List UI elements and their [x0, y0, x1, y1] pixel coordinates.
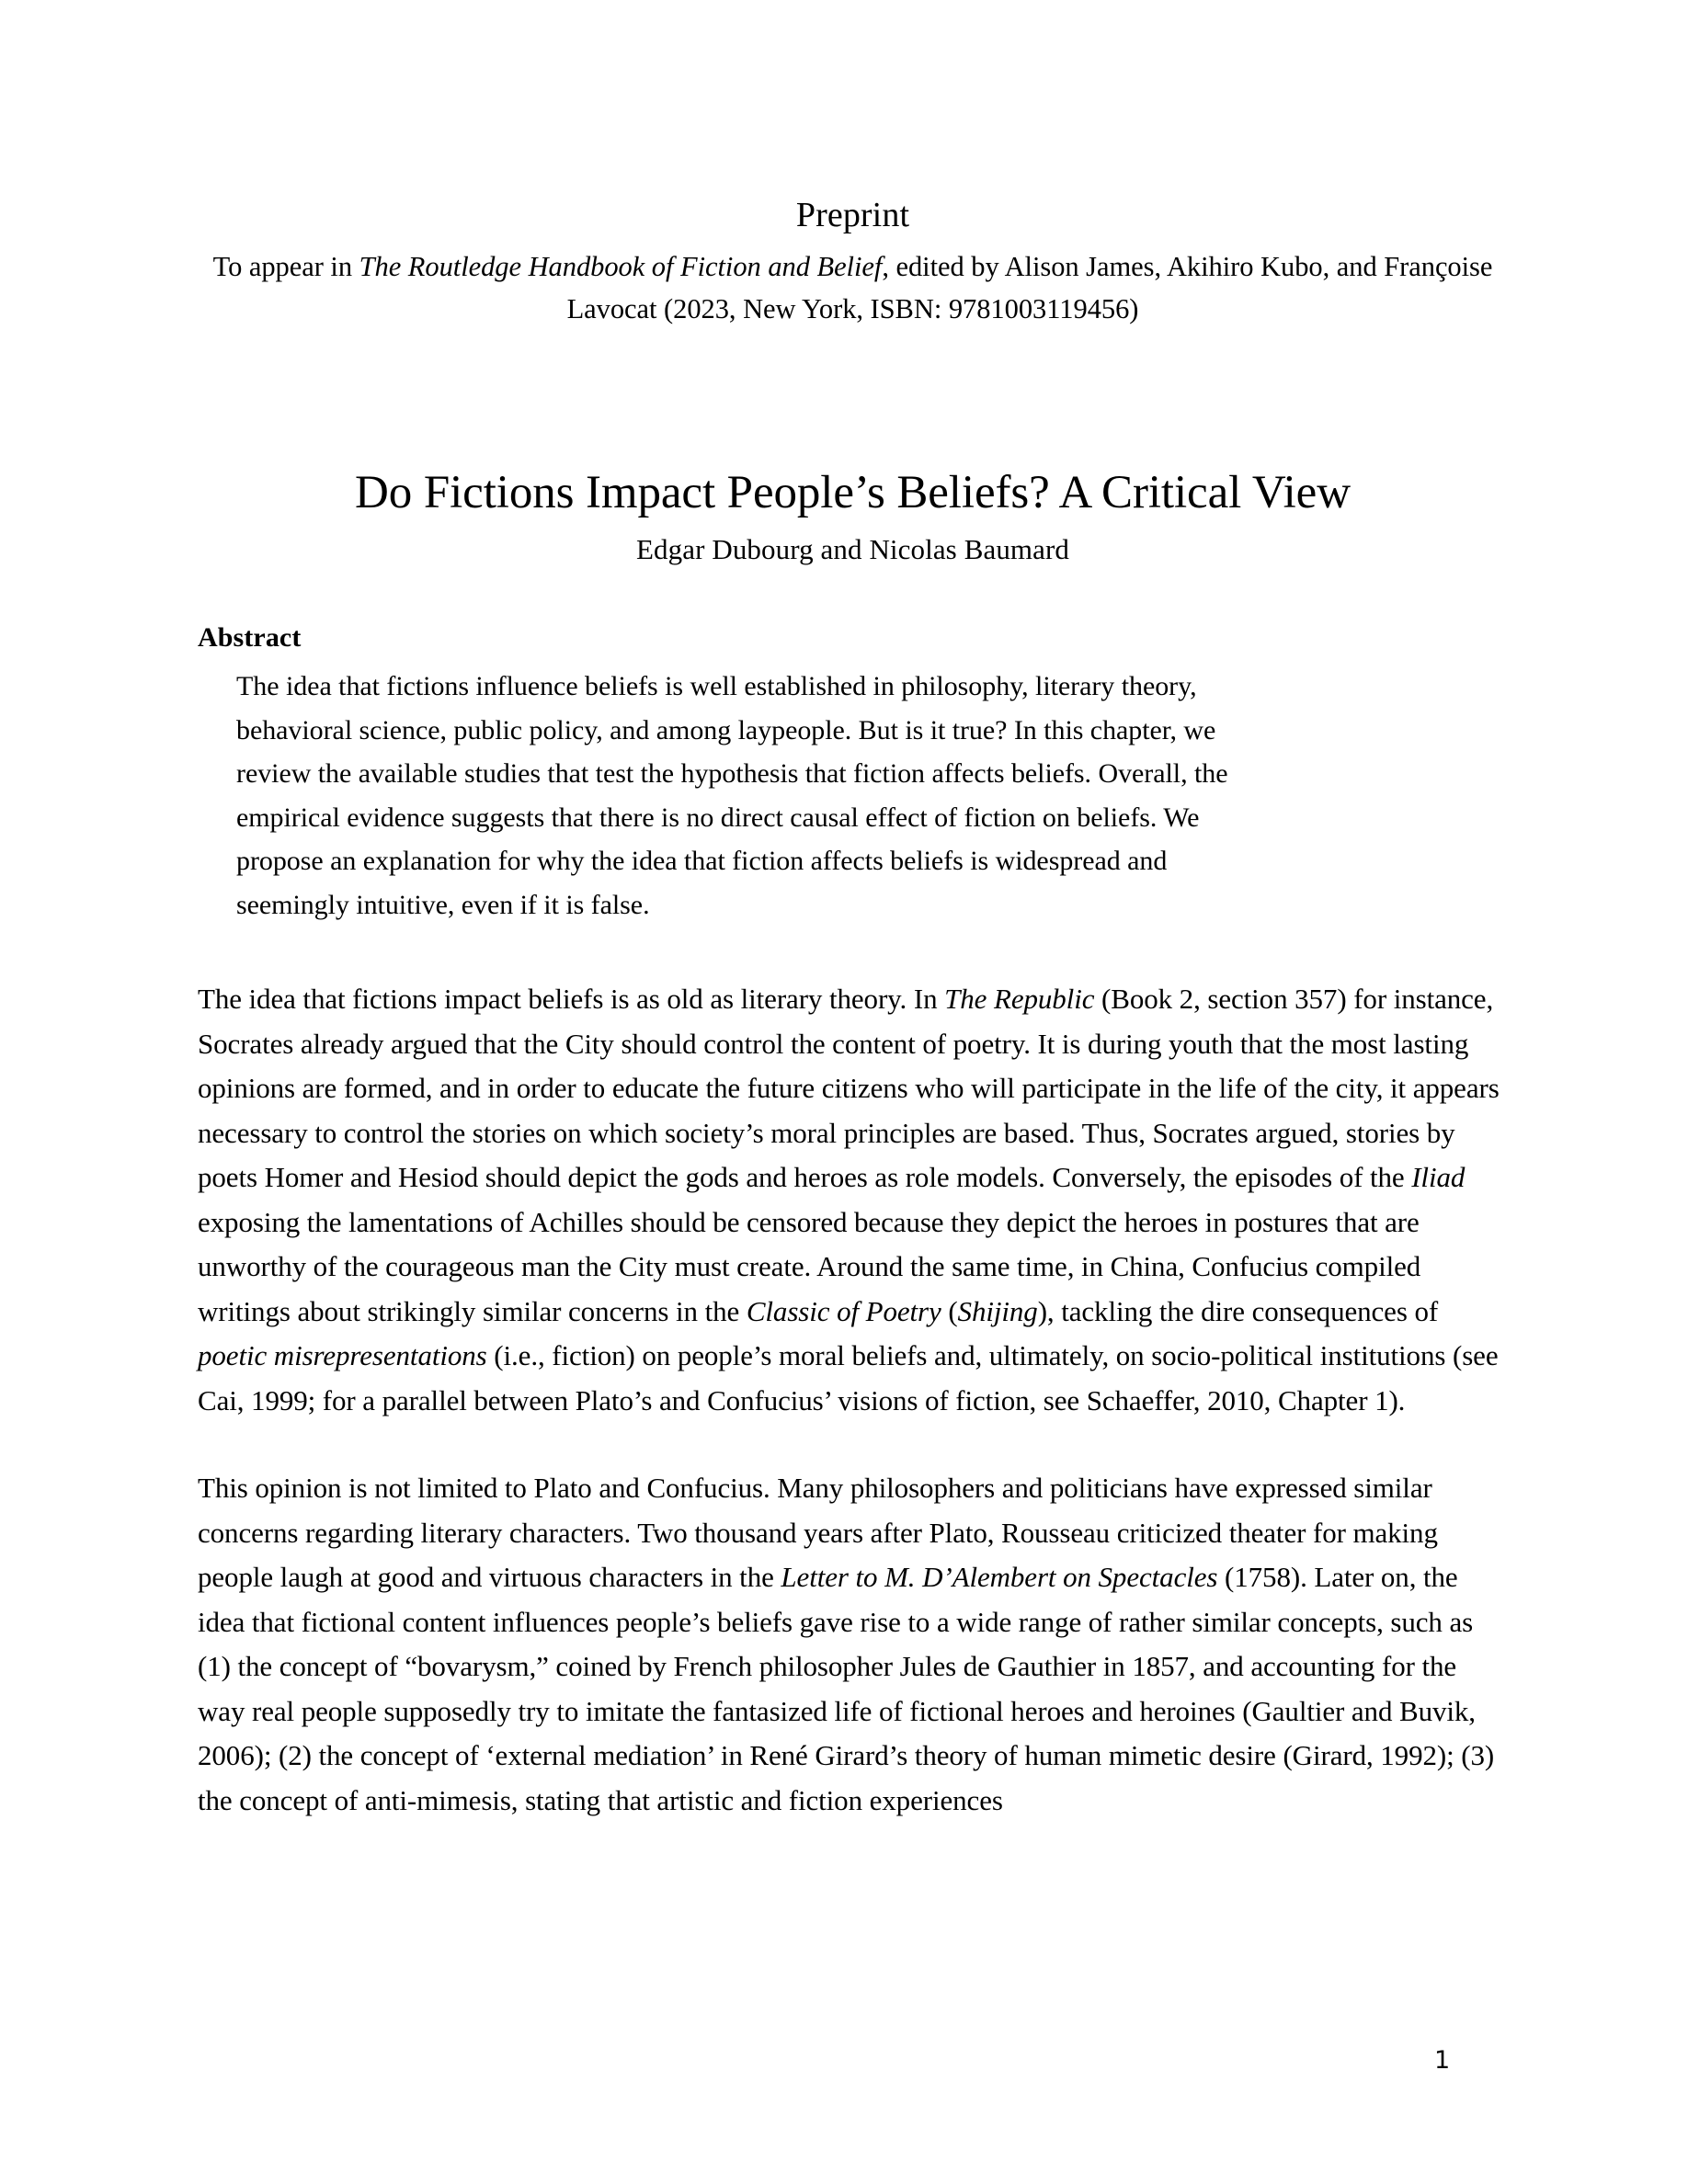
- preprint-label: Preprint: [795, 196, 910, 234]
- abstract-text: The idea that fictions influence beliefs is well established in philosophy, literary theory, behavioral science, public policy, and among laypeople. But is it true? In this chapter, we review the available studies that test the hypothesis that fiction affects beliefs. Overall, the empirical evidence suggests that there is no direct causal effect of fiction on beliefs. We propose an explanation for why the idea that fiction affects beliefs is widespread and seemingly intuitive, even if it is false.: [236, 671, 1228, 920]
- p1-segment-5: ), tackling the dire consequences of: [1037, 1294, 1439, 1327]
- p1-italic-the-republic: The Republic: [944, 983, 1095, 1015]
- preprint-header: [198, 195, 1508, 330]
- author-list: Edgar Dubourg and Nicolas Baumard: [635, 533, 1070, 565]
- p2-italic-letter-to-dalembert: Letter to M. D’Alembert on Spectacles: [781, 1561, 1218, 1593]
- abstract-heading: Abstract: [198, 622, 302, 653]
- p1-italic-shijing: Shijing: [957, 1294, 1038, 1327]
- p1-italic-iliad: Iliad: [1411, 1161, 1466, 1193]
- page-number: 1: [1434, 2046, 1451, 2075]
- p1-segment-4: (: [941, 1294, 958, 1327]
- venue-suffix: , edited by Alison James, Akihiro Kubo, and Françoise Lavocat (2023, New York, ISBN: 9781003119456): [566, 250, 1493, 324]
- p1-segment-2: (Book 2, section 357) for instance, Socrates already argued that the City should control the content of poetry. It is during youth that the most lasting opinions are formed, and in order to educate the future citizens who will participate in the life of the city, it appears necessary to control the stories on which society’s moral principles are based. Thus, Socrates argued, stories by poets Homer and Hesiod should depict the gods and heroes as role models. Conversely, the episodes of the: [198, 983, 1500, 1193]
- p2-segment-2: (1758). Later on, the idea that fictional content influences people’s beliefs gave rise to a wide range of rather similar concepts, such as (1) the concept of “bovarysm,” coined by French philosopher Jules de Gauthier in 1857, and accounting for the way real people supposedly try to imitate the fantasized life of fictional heroes and heroines (Gaultier and Buvik, 2006); (2) the concept of ‘external mediation’ in René Girard’s theory of human mimetic desire (Girard, 1992); (3) the concept of anti-mimesis, stating that artistic and fiction experiences: [198, 1561, 1495, 1816]
- venue-citation-line: [198, 246, 1508, 331]
- p1-segment-6: (i.e., fiction) on people’s moral beliefs and, ultimately, on socio-political institutions (see Cai, 1999; for a parallel between Plato’s and Confucius’ visions of fiction, see Schaeffer, 2010, Chapter 1).: [198, 1339, 1499, 1416]
- p2-segment-1: This opinion is not limited to Plato and Confucius. Many philosophers and politicians have expressed similar concerns regarding literary characters. Two thousand years after Plato, Rousseau criticized theater for making people laugh at good and virtuous characters in the: [198, 1472, 1438, 1593]
- body-paragraph-2: [198, 1466, 1511, 1823]
- body-column: [198, 977, 1511, 1823]
- venue-book-title: The Routledge Handbook of Fiction and Belief: [359, 250, 883, 282]
- page-title: Do Fictions Impact People’s Beliefs? A Critical View: [355, 467, 1351, 519]
- p1-segment-1: The idea that fictions impact beliefs is as old as literary theory. In: [198, 983, 945, 1015]
- p1-italic-classic-of-poetry: Classic of Poetry: [746, 1294, 941, 1327]
- venue-prefix: To appear in: [212, 250, 359, 282]
- body-paragraph-1: [198, 977, 1511, 1423]
- p1-italic-poetic-misrepresentations: poetic misrepresentations: [198, 1339, 487, 1371]
- p1-segment-3: exposing the lamentations of Achilles should be censored because they depict the heroes in postures that are unworthy of the courageous man the City must create. Around the same time, in China, Confucius compiled writings about strikingly similar concerns in the: [198, 1205, 1421, 1327]
